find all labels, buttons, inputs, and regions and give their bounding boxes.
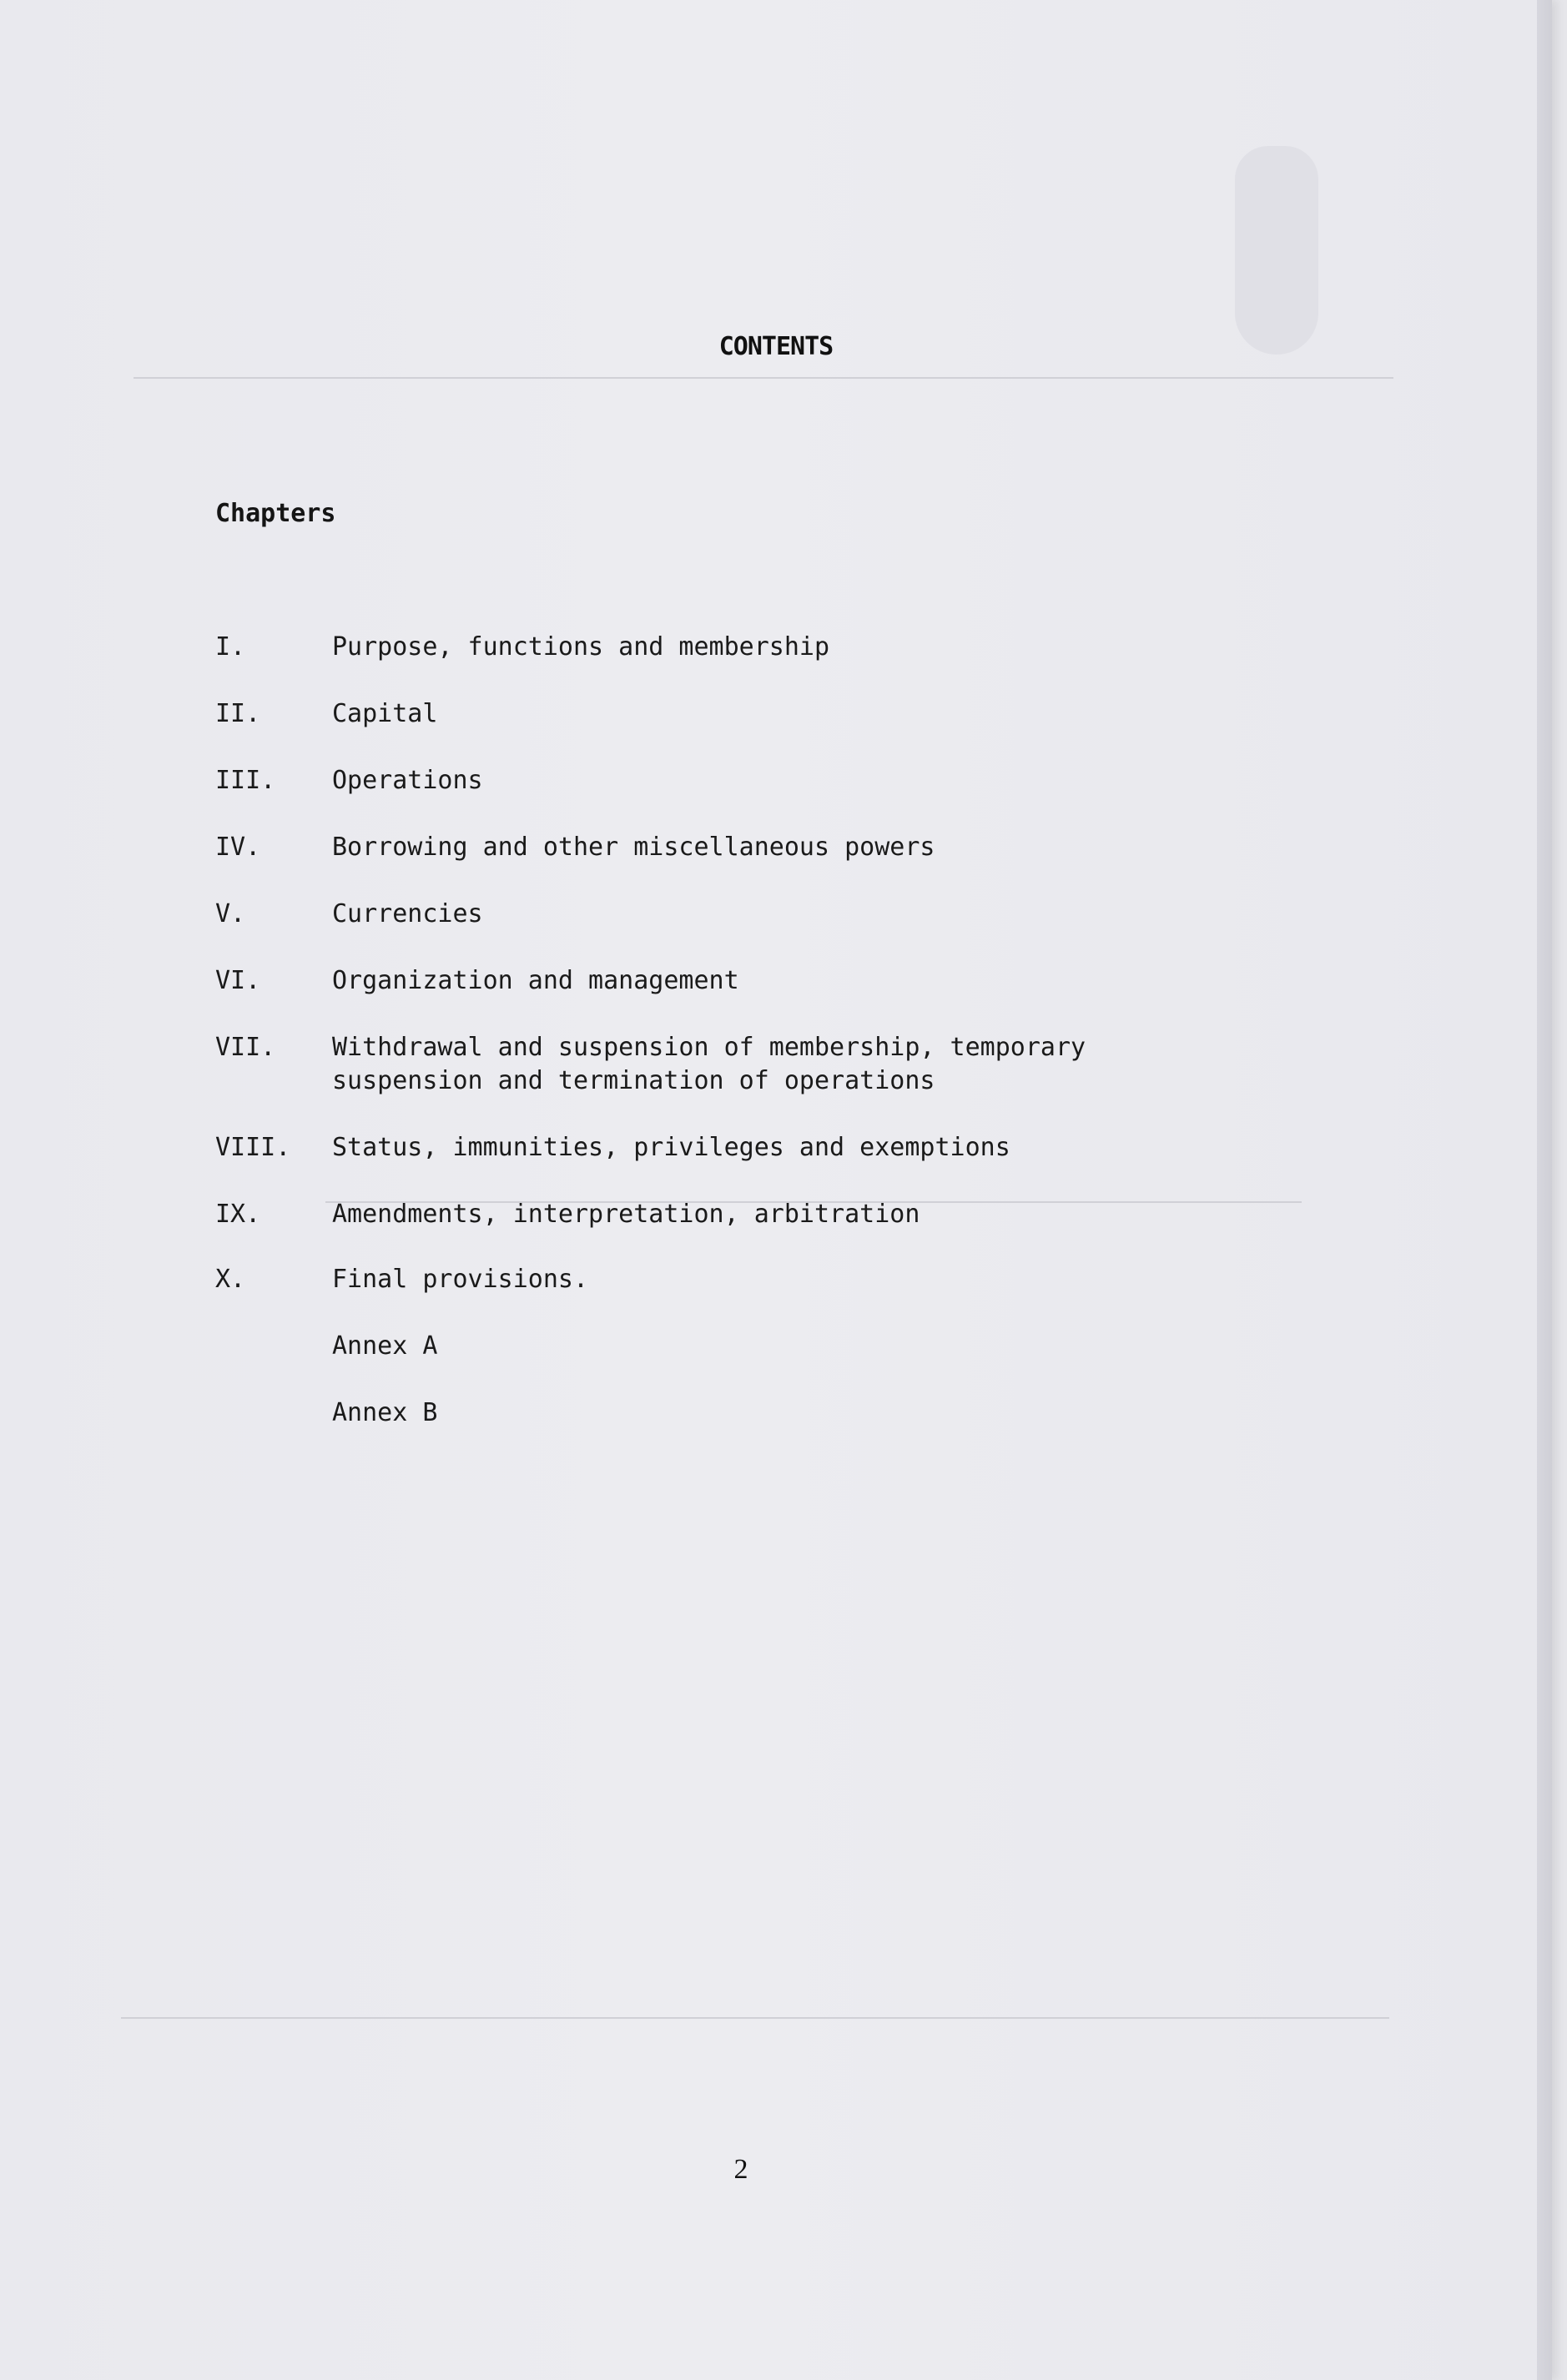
show-through-crest xyxy=(1235,146,1318,355)
toc-entry xyxy=(215,764,483,798)
chapter-number: VII. xyxy=(215,1033,276,1062)
toc-entry xyxy=(215,898,483,931)
chapter-number xyxy=(215,1396,332,1430)
toc-entry xyxy=(215,1198,920,1231)
show-through-rule xyxy=(134,377,1393,379)
toc-entry xyxy=(215,631,829,664)
toc-entry xyxy=(215,1263,588,1296)
toc-entry xyxy=(215,1131,1010,1165)
chapter-number: X. xyxy=(215,1265,246,1294)
chapter-number: IV. xyxy=(215,833,261,862)
chapter-title: Purpose, functions and membership xyxy=(332,632,830,662)
chapter-title: Withdrawal and suspension of membership, temporary suspension and termination of operations xyxy=(332,1033,1086,1095)
toc-entry xyxy=(215,831,935,864)
toc-entry xyxy=(215,1330,437,1363)
chapter-number: II. xyxy=(215,699,261,728)
show-through-rule xyxy=(121,2017,1389,2019)
chapter-number xyxy=(215,1330,332,1363)
chapter-number: III. xyxy=(215,766,276,795)
annex-title: Annex A xyxy=(332,1331,438,1361)
chapter-title: Operations xyxy=(332,766,483,795)
chapter-title: Currencies xyxy=(332,899,483,928)
annex-title: Annex B xyxy=(332,1398,438,1427)
chapter-title: Final provisions. xyxy=(332,1265,589,1294)
toc-entry xyxy=(215,1031,1086,1098)
toc-entry xyxy=(215,697,437,731)
toc-entry xyxy=(215,1396,437,1430)
chapter-number: VIII. xyxy=(215,1133,291,1162)
chapter-number: IX. xyxy=(215,1200,261,1229)
chapter-number: VI. xyxy=(215,966,261,995)
chapter-number: I. xyxy=(215,632,246,662)
chapters-heading: Chapters xyxy=(215,499,336,528)
chapter-title: Amendments, interpretation, arbitration xyxy=(332,1200,920,1229)
chapter-title: Capital xyxy=(332,699,438,728)
chapter-title: Borrowing and other miscellaneous powers xyxy=(332,833,935,862)
page-number: 2 xyxy=(733,2154,748,2185)
chapter-title: Organization and management xyxy=(332,966,739,995)
toc-entry xyxy=(215,964,739,998)
page-title: CONTENTS xyxy=(718,332,834,361)
chapter-title: Status, immunities, privileges and exemptions xyxy=(332,1133,1010,1162)
chapter-number: V. xyxy=(215,899,246,928)
